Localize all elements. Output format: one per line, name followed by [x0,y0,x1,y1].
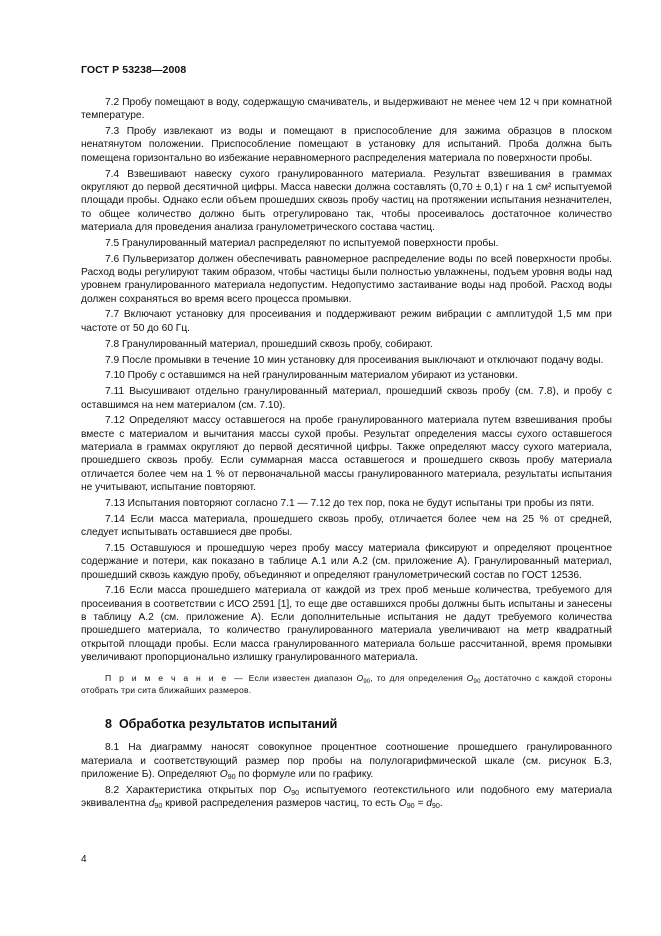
note-label: П р и м е ч а н и е — [105,673,245,684]
paragraph-8-1: 8.1 На диаграмму наносят совокупное процентное соотношение прошедшего гранулированного материала и соответствующий размер пор пробы на полулогарифмической шкале (см. рисунок Б.3, приложение Б). Определяют $O_{90}$ по формуле или по графику. [81,742,612,782]
paragraph-7-14: 7.14 Если масса материала, прошедшего сквозь пробу, отличается более чем на 25 % от средней, следует испытывать оставшиеся две пробы. [81,513,612,539]
paragraph-7-6: 7.6 Пульверизатор должен обеспечивать равномерное распределение воды по всей поверхности пробы. Расход воды регулируют таким образом, чтобы частицы были полностью увлажнены, подъем уровня воды над уровнем гранулированного материала недопустим. Недопустимо застаивание воды над пробой. Расход воды должен сохраняться во время всего процесса промывки. [81,253,612,305]
paragraph-7-5: 7.5 Гранулированный материал распределяют по испытуемой поверхности пробы. [105,237,499,249]
paragraph-7-12: 7.12 Определяют массу оставшегося на пробе гранулированного материала путем взвешивания пробы вместе с материалом и вычитания массы сухой пробы. Результат определения массы сухого оставшегося материала в граммах округляют до первой десятичной цифры. Также определяют массу сухого материала, прошедшего сквозь пробу. Если суммарная масса оставшегося и прошедшего сквозь пробу материала отличается более чем на 1 % от первоначальной массы гранулированного материала, результаты испытания не учитывают, испытание повторяют. [81,415,612,493]
paragraph-7-7: 7.7 Включают установку для просеивания и поддерживают режим вибрации с амплитудой 1,5 мм при частоте от 50 до 60 Гц. [81,309,612,334]
paragraph-8-2: 8.2 Характеристика открытых пор $O_{90}$ испытуемого геотекстильного или подобного ему материала эквивалентна $d_{90}$ кривой распределения размеров частиц, то есть $O_{90} = d_{90}$. [81,784,612,811]
document-body [81,96,612,813]
note: П р и м е ч а н и е — Если известен диапазон $O_{90}$, то для определения $O_{90}$ достаточно с каждой стороны отобрать три сита ближайших размеров. [81,673,612,696]
paragraph-7-10: 7.10 Пробу с оставшимся на ней гранулированным материалом убирают из установки. [105,370,518,382]
paragraph-7-16: 7.16 Если масса прошедшего материала от каждой из трех проб меньше количества, требуемого для просеивания в соответствии с ИСО 2591 [1], то еще две оставшихся пробы должны быть испытаны и занесены в таблицу А.2 (см. приложение А). Если дополнительные испытания не дадут требуемого количества прошедшего материала, то количество гранулированного материала увеличивают на метр квадратный открытой площади пробы. Если масса гранулированного материала больше рассчитанной, время промывки увеличивают пропорционально излишку гранулированного материала. [81,585,612,663]
note-text: Если известен диапазон [244,673,357,684]
paragraph-7-8: 7.8 Гранулированный материал, прошедший сквозь пробу, собирают. [105,338,433,350]
paragraph-7-15: 7.15 Оставшуюся и прошедшую через пробу массу материала фиксируют и определяют процентное содержание и потери, как показано в таблице А.1 или А.2 (см. приложение А). Гранулированный материал, прошедший сквозь каждую пробу, объединяют и определяют гранулометрический состав по ГОСТ 12536. [81,542,612,581]
document-header: ГОСТ Р 53238—2008 [81,64,187,76]
section-8-title [81,718,612,731]
paragraph-7-11: 7.11 Высушивают отдельно гранулированный материал, прошедший сквозь пробу (см. 7.8), и пробу с оставшимся на нем материалом (см. 7.10). [81,386,612,411]
section-number: 8 [105,717,112,732]
paragraph-7-3: 7.3 Пробу извлекают из воды и помещают в приспособление для зажима образцов в плоском ненатянутом положении. Приспособление помещают в установку для испытаний. Проба должна быть помещена горизонтально во избежание неравномерного распределения материала по поверхности пробы. [81,126,612,164]
page-number: 4 [81,854,87,865]
paragraph-7-13: 7.13 Испытания повторяют согласно 7.1 — 7.12 до тех пор, пока не будут испытаны три пробы из пяти. [105,497,595,509]
paragraph-7-9: 7.9 После промывки в течение 10 мин установку для просеивания выключают и отключают подачу воды. [105,354,604,366]
section-heading: Обработка результатов испытаний [118,717,338,732]
paragraph-7-4: 7.4 Взвешивают навеску сухого гранулированного материала. Результат взвешивания в граммах округляют до первой десятичной цифры. Масса навески должна составлять (0,70 ± 0,1) г на 1 см² испытуемой площади пробы. Однако если объем прошедших сквозь пробу частиц на протяжении испытания незначителен, то общее количество должно быть отрегулировано так, чтобы просеивалось достаточное количество материала для проведения анализа гранулометрического состава частиц. [81,168,612,233]
paragraph-7-2: 7.2 Пробу помещают в воду, содержащую смачиватель, и выдерживают не менее чем 12 ч при комнатной температуре. [81,97,612,122]
